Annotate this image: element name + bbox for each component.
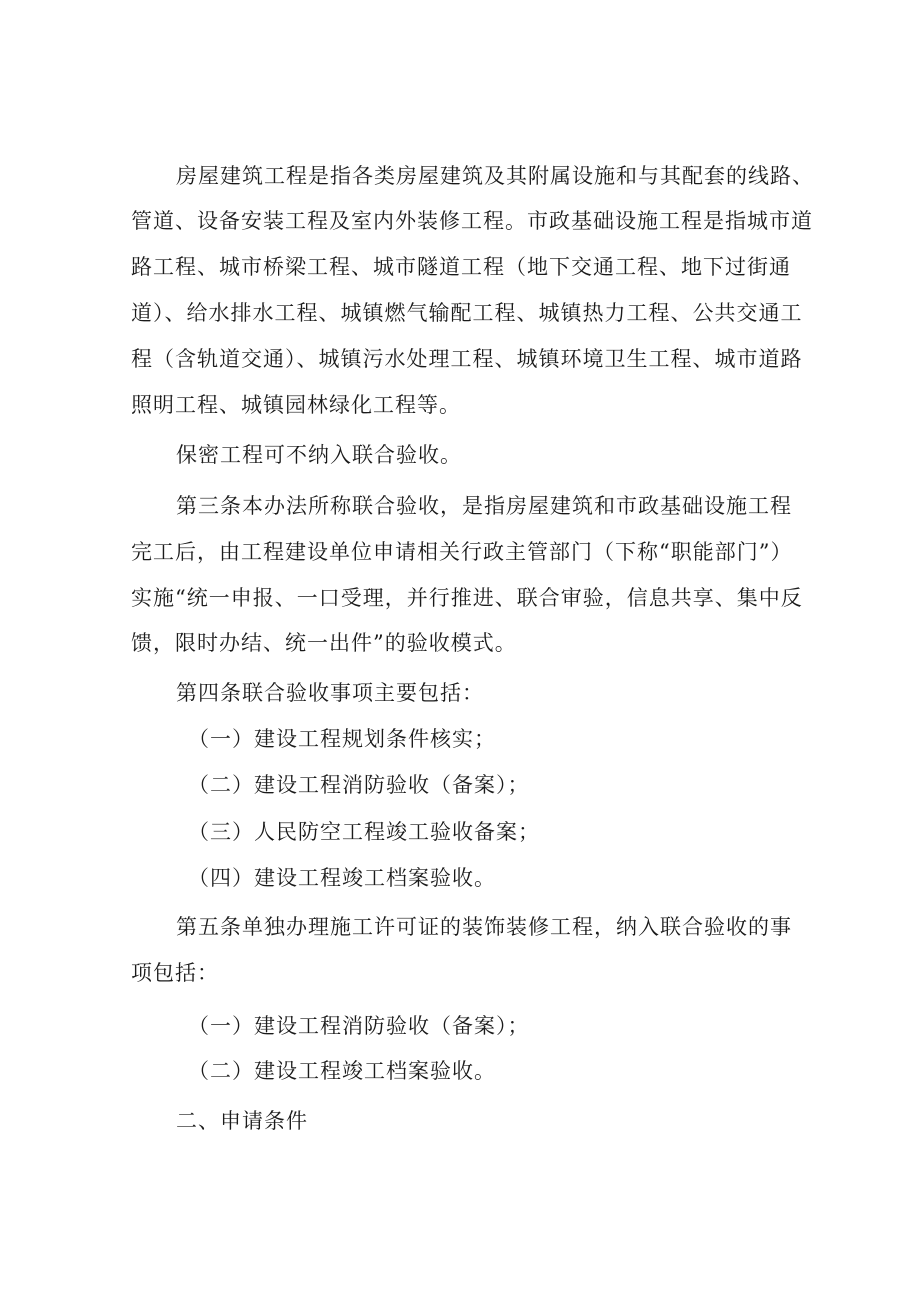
article-4-item-4: （四）建设工程竣工档案验收。 <box>188 866 496 890</box>
article-5-line-2: 项包括： <box>131 961 219 985</box>
paragraph-1-line-2: 管道、设备安装工程及室内外装修工程。市政基础设施工程是指城市道 <box>131 209 813 233</box>
paragraph-1-line-5: 程（含轨道交通）、城镇污水处理工程、城镇环境卫生工程、城市道路 <box>131 347 803 371</box>
paragraph-1-line-1: 房屋建筑工程是指各类房屋建筑及其附属设施和与其配套的线路、 <box>176 164 814 188</box>
article-3-line-1: 第三条本办法所称联合验收，是指房屋建筑和市政基础设施工程 <box>176 494 792 518</box>
paragraph-1-line-6: 照明工程、城镇园林绿化工程等。 <box>131 393 461 417</box>
article-5-line-1: 第五条单独办理施工许可证的装饰装修工程，纳入联合验收的事 <box>176 915 792 939</box>
article-3-line-2: 完工后，由工程建设单位申请相关行政主管部门（下称“职能部门”） <box>131 540 793 564</box>
article-4-intro: 第四条联合验收事项主要包括： <box>176 681 484 705</box>
article-3-line-3: 实施“统一申报、一口受理，并行推进、联合审验，信息共享、集中反 <box>131 586 803 610</box>
paragraph-1-line-3: 路工程、城市桥梁工程、城市隧道工程（地下交通工程、地下过街通 <box>131 255 791 279</box>
article-4-item-1: （一）建设工程规划条件核实； <box>188 727 496 751</box>
paragraph-2: 保密工程可不纳入联合验收。 <box>176 443 462 467</box>
article-5-item-1: （一）建设工程消防验收（备案）； <box>188 1014 530 1038</box>
article-5-item-2: （二）建设工程竣工档案验收。 <box>188 1059 496 1083</box>
paragraph-1-line-4: 道）、给水排水工程、城镇燃气输配工程、城镇热力工程、公共交通工 <box>131 301 803 325</box>
article-4-item-2: （二）建设工程消防验收（备案）； <box>188 773 530 797</box>
article-3-line-4: 馈，限时办结、统一出件”的验收模式。 <box>131 631 517 655</box>
article-4-item-3: （三）人民防空工程竣工验收备案； <box>188 820 540 844</box>
section-heading: 二、申请条件 <box>176 1109 308 1133</box>
